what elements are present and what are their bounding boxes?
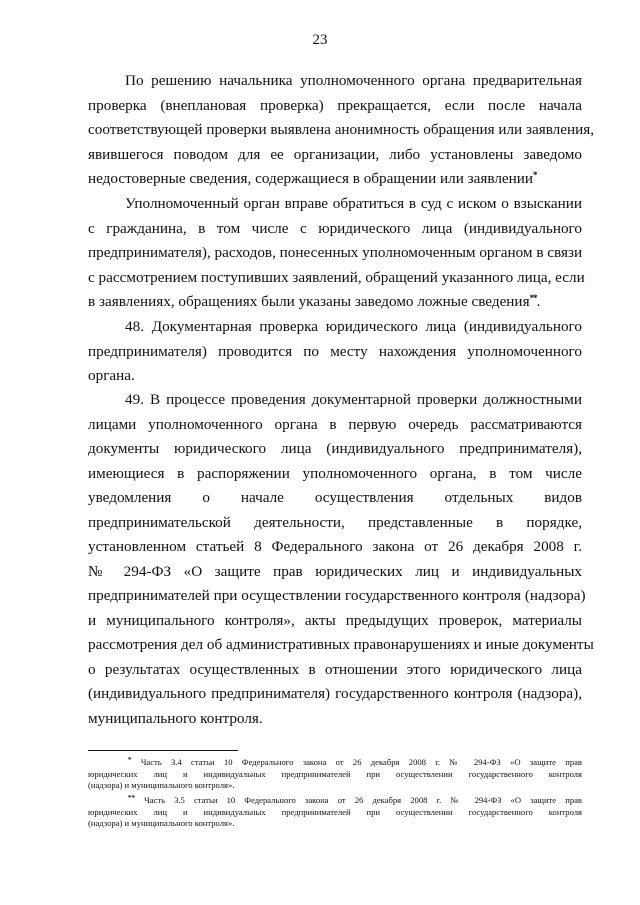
paragraph-line: и муниципального контроля», акты предыдущих проверок, материалы <box>88 611 582 629</box>
paragraph-line: документы юридического лица (индивидуального предпринимателя), <box>88 440 582 457</box>
footnote-1 <box>88 757 582 792</box>
footnote-line: (надзора) и муниципального контроля». <box>88 818 235 829</box>
page-number: 23 <box>312 32 328 48</box>
paragraph-line: органа. <box>88 367 135 384</box>
footnote-line-with-mark <box>88 795 582 807</box>
footnote-line: юридических лиц и индивидуальных предпринимателей при осуществлении государственного контроля <box>88 768 582 779</box>
paragraph-line: № 294-ФЗ «О защите прав юридических лиц и индивидуальных <box>88 562 582 580</box>
paragraph-line: уведомления о начале осуществления отдельных видов <box>88 489 582 506</box>
paragraph-line: установленном статьей 8 Федерального закона от 26 декабря 2008 г. <box>88 538 582 555</box>
paragraph-line: Уполномоченный орган вправе обратиться в суд с иском о взыскании <box>125 195 582 212</box>
paragraph-line: в заявлениях, обращениях были указаны заведомо ложные сведения <box>88 293 530 310</box>
paragraph-line: соответствующей проверки выявлена анонимность обращения или заявления, <box>88 121 595 138</box>
paragraph-line-with-mark <box>88 167 582 192</box>
paragraph-anonymity-termination <box>88 69 595 192</box>
paragraph-line-with-mark <box>88 290 582 315</box>
paragraph-line: рассмотрения дел об административных правонарушениях и иные документы <box>88 636 594 653</box>
footnote-reference: ** <box>529 293 537 303</box>
paragraph-line: предпринимателя) проводится по месту нахождения уполномоченного <box>88 342 582 360</box>
paragraph-line: имеющиеся в распоряжении уполномоченного органа, в том числе <box>88 464 582 482</box>
footnote-mark: * <box>128 756 132 764</box>
footnote-reference: * <box>533 170 537 180</box>
paragraph-line: предпринимателей при осуществлении государственного контроля (надзора) <box>88 587 586 604</box>
footnote-line: юридических лиц и индивидуальных предпринимателей при осуществлении государственного контроля <box>88 806 582 817</box>
paragraph-49 <box>88 388 594 731</box>
footnote-line: Часть 3.5 статьи 10 Федерального закона от 26 декабря 2008 г. № 294-ФЗ «О защите прав <box>144 795 582 805</box>
paragraph-line: 48. Документарная проверка юридического лица (индивидуального <box>125 318 582 335</box>
footnote-2 <box>88 795 582 830</box>
paragraph-line: с гражданина, в том числе с юридического лица (индивидуального <box>88 219 582 237</box>
paragraph-line: (индивидуального предпринимателя) государственного контроля (надзора), <box>88 685 582 702</box>
paragraph-line: муниципального контроля. <box>88 709 263 727</box>
footnote-line: (надзора) и муниципального контроля». <box>88 780 235 791</box>
paragraph-line: проверка (внеплановая проверка) прекращается, если после начала <box>88 96 582 114</box>
footnote-mark: ** <box>128 794 135 802</box>
paragraph-line: 49. В процессе проведения документарной проверки должностными <box>125 391 582 408</box>
paragraph-line: лицами уполномоченного органа в первую очередь рассматриваются <box>88 415 582 433</box>
paragraph-line: предпринимателя), расходов, понесенных уполномоченным органом в связи <box>88 244 583 261</box>
line-end-punctuation: . <box>536 293 541 310</box>
paragraph-48 <box>88 315 582 389</box>
paragraph-line: явившегося поводом для ее организации, либо установлены заведомо <box>88 145 582 163</box>
footnote-line-with-mark <box>88 757 582 769</box>
paragraph-line: недостоверные сведения, содержащиеся в обращении или заявлении <box>88 170 534 187</box>
paragraph-line: с рассмотрением поступивших заявлений, обращений указанного лица, если <box>88 268 585 286</box>
paragraph-line: о результатах осуществленных в отношении этого юридического лица <box>88 660 582 678</box>
paragraph-line: По решению начальника уполномоченного органа предварительная <box>125 72 582 89</box>
footnote-line: Часть 3.4 статьи 10 Федерального закона от 26 декабря 2008 г. № 294-ФЗ «О защите прав <box>140 757 582 767</box>
paragraph-court-claim <box>88 192 585 315</box>
footnote-separator <box>88 750 238 751</box>
paragraph-line: предпринимательской деятельности, представленные в порядке, <box>88 513 582 531</box>
